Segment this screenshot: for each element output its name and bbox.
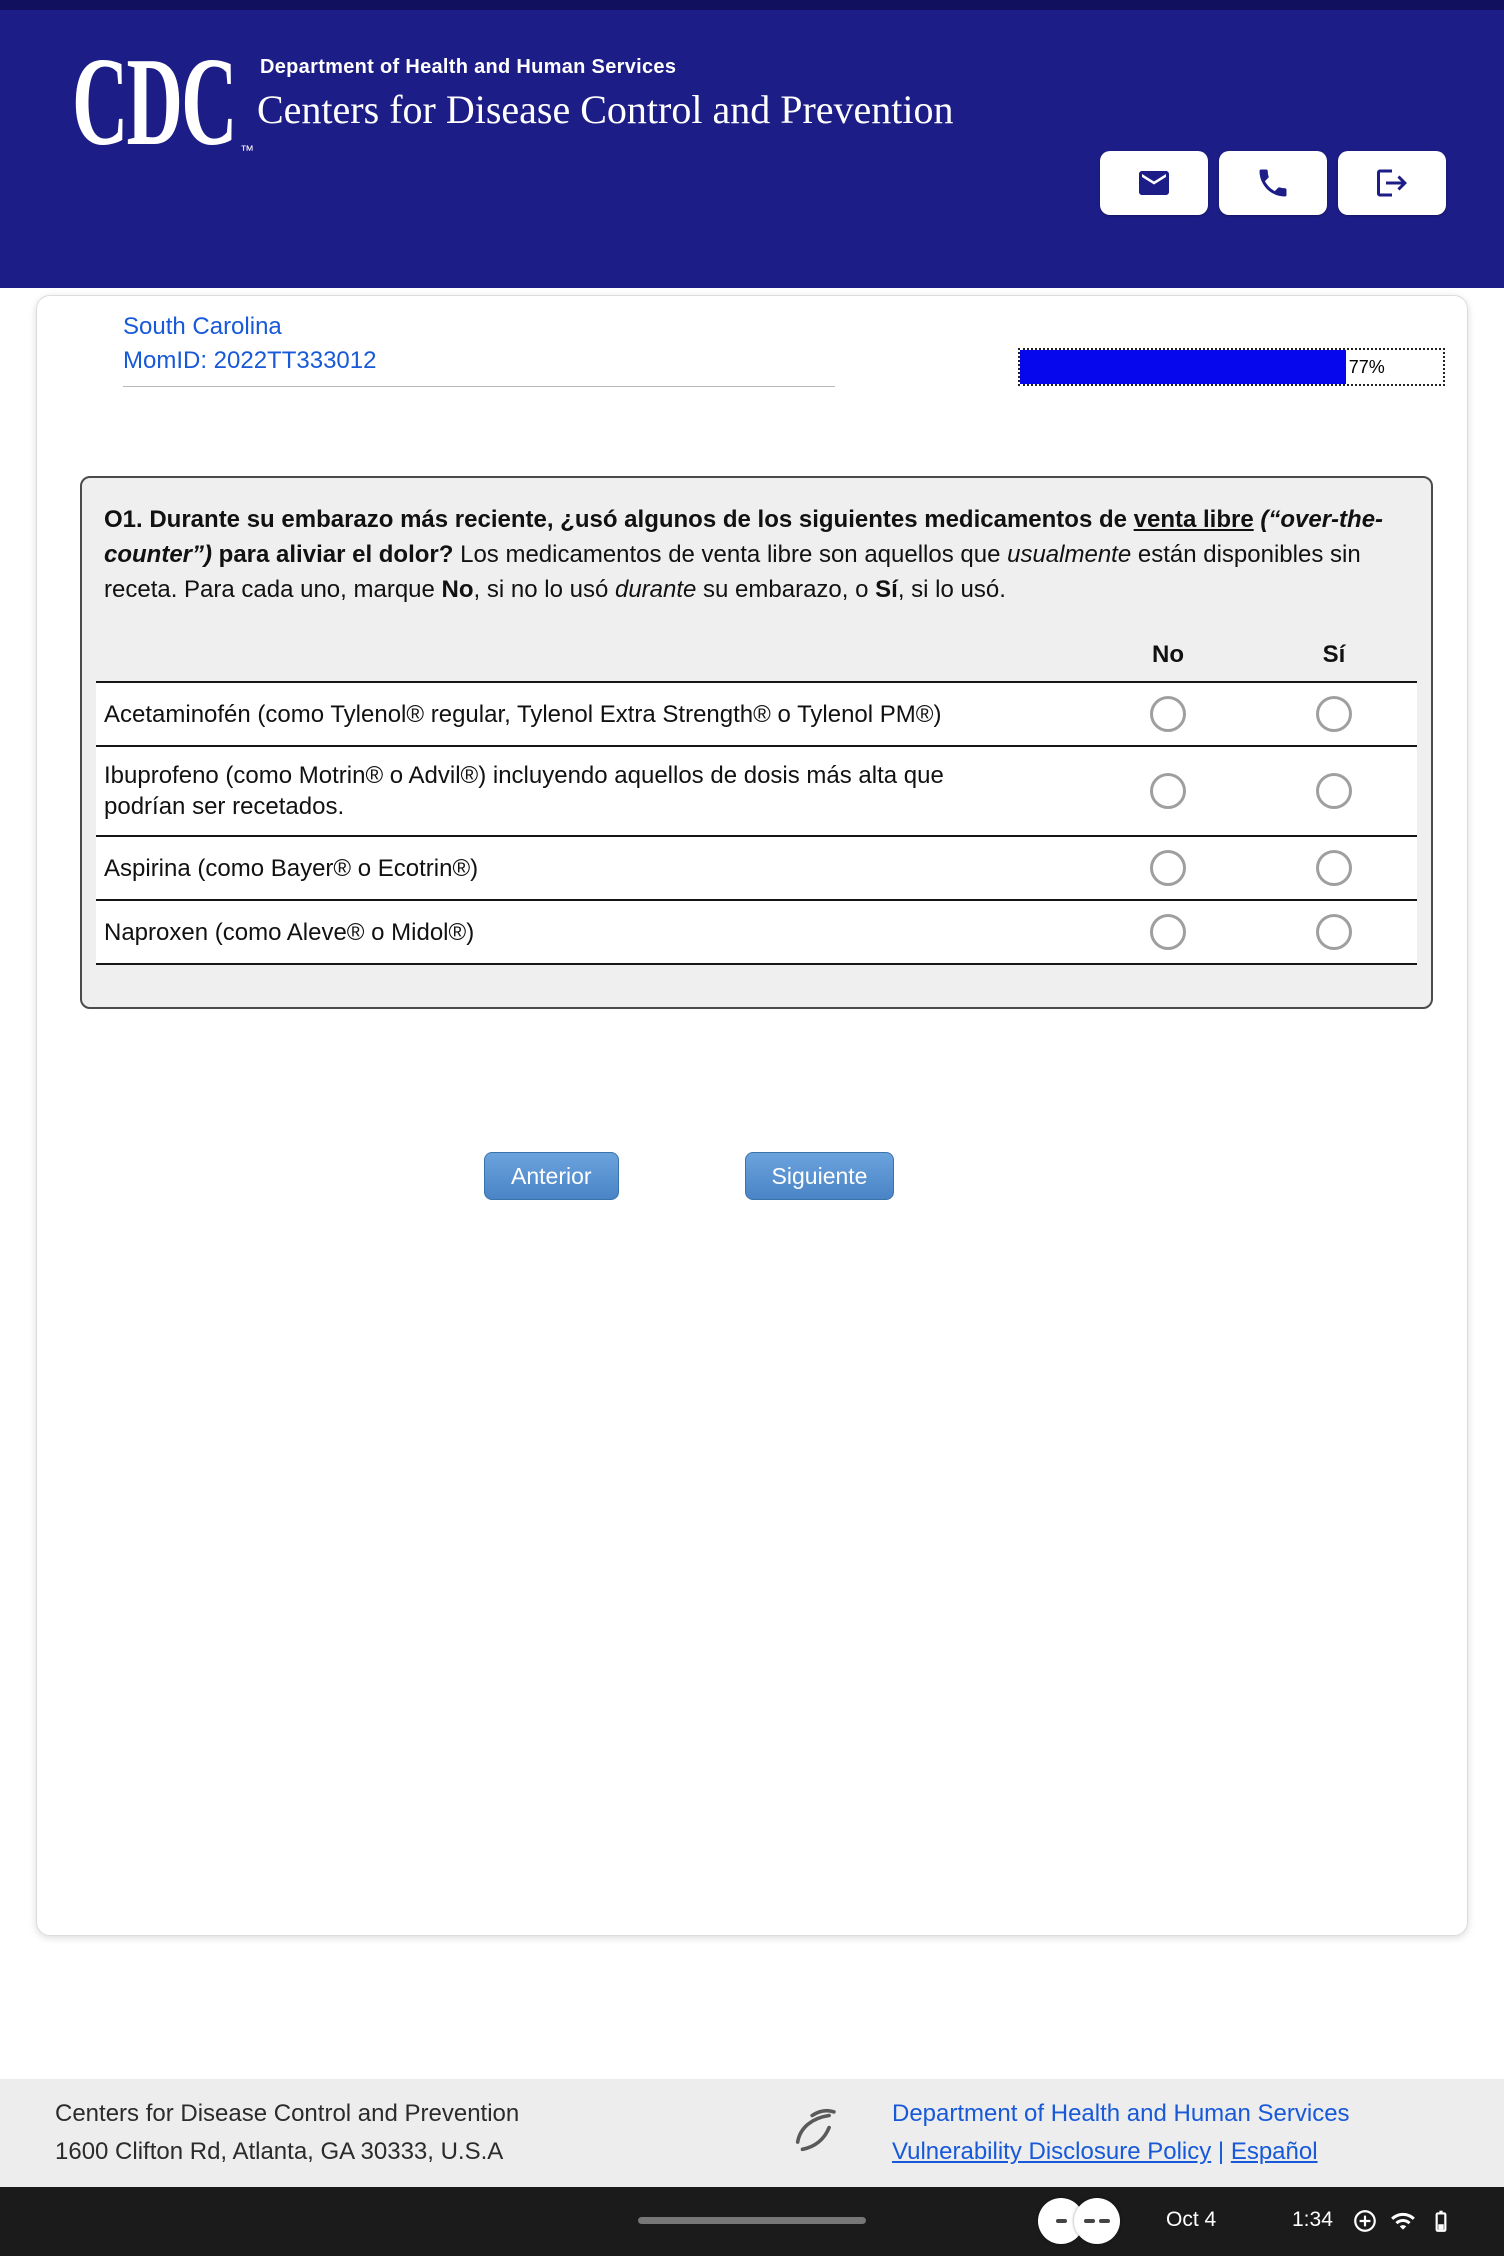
question-text [96,502,1417,607]
table-row [96,835,1417,899]
vulnerability-policy-link[interactable]: Vulnerability Disclosure Policy [892,2138,1212,2165]
survey-card [36,295,1468,1936]
logout-button[interactable] [1338,151,1446,215]
gesture-nav-handle[interactable] [638,2217,866,2224]
hhs-link[interactable]: Department of Health and Human Services [892,2100,1350,2127]
header-actions [1100,151,1446,215]
question-segment: durante [614,576,697,603]
question-box [80,476,1433,1009]
question-segment: venta libre [1133,506,1254,533]
question-segment: para aliviar el dolor? [218,541,461,568]
dash-icon [1099,2219,1110,2223]
progress-bar [1018,348,1445,386]
question-segment: usualmente [1007,541,1132,568]
radio-row0-yes[interactable] [1316,696,1352,732]
mom-id-label: MomID: 2022TT333012 [123,347,377,374]
cdc-logo[interactable]: CDC [72,33,236,172]
phone-icon [1255,165,1291,201]
nav-buttons [484,1152,894,1200]
question-segment: Los medicamentos de venta libre son aquellos que [460,541,1008,568]
medication-label: Aspirina (como Bayer® o Ecotrin®) [104,854,479,882]
status-date: Oct 4 [1166,2208,1217,2231]
email-button[interactable] [1100,151,1208,215]
footer-links [892,2095,1350,2171]
medication-label: Naproxen (como Aleve® o Midol®) [104,918,475,946]
yes-cell [1251,773,1417,809]
question-segment: (“over-the-counter”) [104,506,1384,568]
column-header-si: Sí [1322,641,1346,668]
progress-fill [1020,350,1346,384]
header-dept-text: Department of Health and Human Services [260,56,677,78]
question-segment: , si lo usó. [897,576,1006,603]
respondent-id-block [123,310,376,378]
id-divider [123,386,835,387]
yes-cell [1251,850,1417,886]
table-row [96,745,1417,835]
column-header-no: No [1152,641,1184,668]
email-icon [1136,165,1172,201]
status-icons [1352,2208,1454,2234]
radio-row1-no[interactable] [1150,773,1186,809]
floating-widget[interactable] [1038,2198,1120,2244]
footer-org: Centers for Disease Control and Prevention [55,2100,520,2127]
question-segment: Sí [875,576,898,603]
dash-icon [1056,2219,1067,2223]
hhs-eagle-icon [788,2101,846,2159]
floating-circle [1074,2198,1120,2244]
medication-label: Ibuprofeno (como Motrin® o Advil®) incluyendo aquellos de dosis más alta que podrían ser recetados. [104,762,944,820]
cdc-logo-trademark: ™ [240,142,254,158]
plus-circle-icon [1352,2208,1378,2234]
footer-address: 1600 Clifton Rd, Atlanta, GA 30333, U.S.A [55,2138,504,2165]
answer-header [96,641,1417,681]
radio-row3-no[interactable] [1150,914,1186,950]
question-segment: su embarazo, o [696,576,876,603]
question-segment: No [441,576,474,603]
wifi-icon [1390,2208,1416,2234]
radio-row1-yes[interactable] [1316,773,1352,809]
yes-cell [1251,696,1417,732]
previous-button[interactable]: Anterior [484,1152,619,1200]
question-segment: están disponibles sin receta. Para cada uno, marque [104,541,1361,603]
dash-icon [1084,2219,1095,2223]
no-cell [1085,914,1251,950]
progress-label: 77% [1348,356,1385,377]
next-button[interactable]: Siguiente [745,1152,895,1200]
question-segment: O1. Durante su embarazo más reciente, ¿usó algunos de los siguientes medicamentos de [104,506,1134,533]
footer-org-block [55,2095,519,2171]
header-spacer [96,641,1085,681]
no-cell [1085,850,1251,886]
table-row [96,681,1417,745]
android-status-bar [0,2187,1504,2256]
link-separator: | [1211,2138,1231,2165]
no-cell [1085,773,1251,809]
medication-label: Acetaminofén (como Tylenol® regular, Tylenol Extra Strength® o Tylenol PM®) [104,700,942,728]
radio-row2-no[interactable] [1150,850,1186,886]
espanol-link[interactable]: Español [1230,2138,1318,2165]
radio-row2-yes[interactable] [1316,850,1352,886]
header-org-text: Centers for Disease Control and Prevention [257,87,954,132]
yes-cell [1251,914,1417,950]
app-header [0,0,1504,288]
page-footer [0,2079,1504,2187]
table-row [96,899,1417,965]
state-label: South Carolina [123,313,282,340]
logout-icon [1374,165,1410,201]
radio-row0-no[interactable] [1150,696,1186,732]
radio-row3-yes[interactable] [1316,914,1352,950]
status-time: 1:34 [1292,2208,1333,2231]
phone-button[interactable] [1219,151,1327,215]
battery-icon [1428,2208,1454,2234]
question-segment: , si no lo usó [473,576,615,603]
no-cell [1085,696,1251,732]
